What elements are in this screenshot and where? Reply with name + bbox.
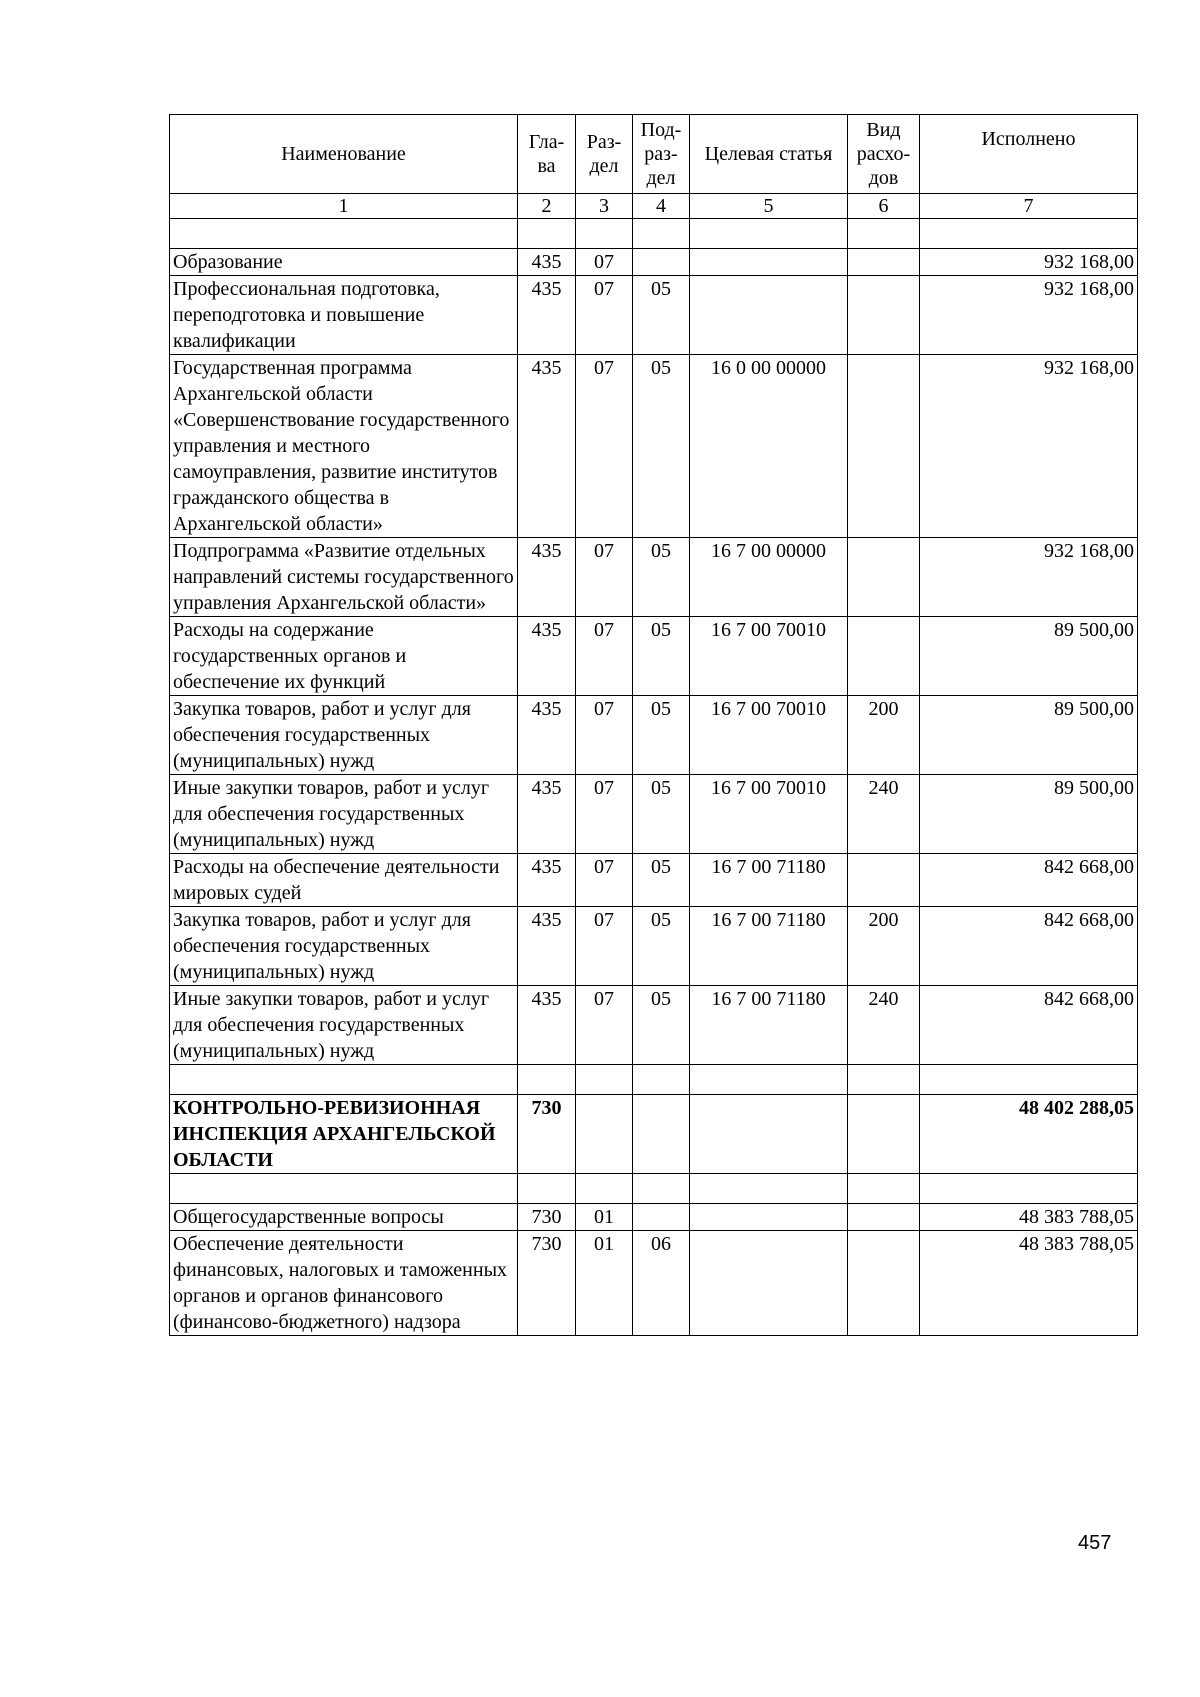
table-row — [170, 907, 1138, 986]
cell-target — [690, 1095, 848, 1174]
cell-target: 16 7 00 71180 — [690, 907, 848, 986]
cell-amount: 932 168,00 — [920, 276, 1138, 355]
cell-vid — [848, 276, 920, 355]
cell-name — [170, 1065, 518, 1095]
cell-razdel: 07 — [576, 355, 633, 538]
cell-amount: 932 168,00 — [920, 355, 1138, 538]
column-number: 1 — [170, 194, 518, 219]
page-number: 457 — [1078, 1532, 1112, 1554]
cell-vid: 200 — [848, 907, 920, 986]
cell-amount: 48 383 788,05 — [920, 1231, 1138, 1336]
cell-name — [170, 1174, 518, 1204]
cell-target — [690, 1204, 848, 1231]
cell-razdel: 07 — [576, 907, 633, 986]
table-body — [170, 219, 1138, 1336]
cell-glava: 435 — [518, 617, 576, 696]
cell-name: Обеспечение деятельности финансовых, налоговых и таможенных органов и органов финансового (финансово-бюджетного) надзора — [170, 1231, 518, 1336]
cell-podrazdel — [633, 249, 690, 276]
cell-name: Профессиональная подготовка, переподготовка и повышение квалификации — [170, 276, 518, 355]
header-podrazdel-line: Под- — [640, 119, 682, 141]
cell-glava: 730 — [518, 1095, 576, 1174]
spacer-row — [170, 219, 1138, 249]
cell-name: Иные закупки товаров, работ и услуг для обеспечения государственных (муниципальных) нужд — [170, 986, 518, 1065]
column-number: 5 — [690, 194, 848, 219]
table-row — [170, 696, 1138, 775]
cell-glava: 435 — [518, 775, 576, 854]
column-number: 7 — [920, 194, 1138, 219]
header-vid-line: дов — [868, 167, 899, 189]
cell-glava: 730 — [518, 1231, 576, 1336]
cell-vid — [848, 617, 920, 696]
cell-target: 16 7 00 00000 — [690, 538, 848, 617]
cell-name — [170, 219, 518, 249]
cell-glava — [518, 1174, 576, 1204]
cell-target: 16 7 00 70010 — [690, 617, 848, 696]
column-number-row — [170, 194, 1138, 219]
cell-name: Иные закупки товаров, работ и услуг для обеспечения государственных (муниципальных) нужд — [170, 775, 518, 854]
cell-razdel: 07 — [576, 538, 633, 617]
cell-razdel: 07 — [576, 854, 633, 907]
cell-amount: 932 168,00 — [920, 538, 1138, 617]
header-razdel-line: Раз- — [586, 131, 622, 153]
cell-podrazdel: 05 — [633, 907, 690, 986]
cell-podrazdel — [633, 1065, 690, 1095]
cell-glava: 435 — [518, 696, 576, 775]
header-glava-line: Гла- — [528, 131, 565, 153]
cell-amount: 842 668,00 — [920, 854, 1138, 907]
cell-name: Образование — [170, 249, 518, 276]
cell-glava: 730 — [518, 1204, 576, 1231]
budget-table-sheet — [169, 114, 1137, 1336]
cell-vid — [848, 1231, 920, 1336]
cell-razdel: 01 — [576, 1231, 633, 1336]
cell-vid: 240 — [848, 986, 920, 1065]
cell-podrazdel: 05 — [633, 355, 690, 538]
cell-name: КОНТРОЛЬНО-РЕВИЗИОННАЯ ИНСПЕКЦИЯ АРХАНГЕЛЬСКОЙ ОБЛАСТИ — [170, 1095, 518, 1174]
cell-podrazdel: 06 — [633, 1231, 690, 1336]
column-number: 6 — [848, 194, 920, 219]
table-row — [170, 854, 1138, 907]
header-vid-line: Вид — [866, 119, 901, 141]
cell-razdel: 07 — [576, 986, 633, 1065]
table-row — [170, 538, 1138, 617]
cell-razdel — [576, 1065, 633, 1095]
cell-glava: 435 — [518, 276, 576, 355]
table-row — [170, 249, 1138, 276]
cell-razdel — [576, 1174, 633, 1204]
column-number: 4 — [633, 194, 690, 219]
cell-podrazdel: 05 — [633, 696, 690, 775]
cell-razdel: 07 — [576, 696, 633, 775]
header-podrazdel — [633, 115, 690, 194]
cell-name: Государственная программа Архангельской области «Совершенствование государственного управления и местного самоуправления, развитие институтов гражданского общества в Архангельской области» — [170, 355, 518, 538]
cell-razdel: 07 — [576, 249, 633, 276]
table-row — [170, 1204, 1138, 1231]
header-podrazdel-line: раз- — [644, 143, 678, 165]
cell-glava: 435 — [518, 538, 576, 617]
cell-name: Расходы на обеспечение деятельности мировых судей — [170, 854, 518, 907]
cell-target: 16 7 00 70010 — [690, 696, 848, 775]
table-row — [170, 355, 1138, 538]
cell-amount — [920, 1174, 1138, 1204]
cell-amount — [920, 219, 1138, 249]
cell-glava: 435 — [518, 854, 576, 907]
header-podrazdel-line: дел — [646, 167, 676, 189]
spacer-row — [170, 1065, 1138, 1095]
cell-podrazdel — [633, 1095, 690, 1174]
cell-podrazdel — [633, 219, 690, 249]
header-razdel — [576, 115, 633, 194]
cell-name: Закупка товаров, работ и услуг для обеспечения государственных (муниципальных) нужд — [170, 696, 518, 775]
header-vid-line: расхо- — [856, 143, 911, 165]
cell-vid — [848, 538, 920, 617]
cell-podrazdel — [633, 1174, 690, 1204]
cell-amount: 89 500,00 — [920, 775, 1138, 854]
cell-vid — [848, 1065, 920, 1095]
cell-name: Общегосударственные вопросы — [170, 1204, 518, 1231]
column-number: 2 — [518, 194, 576, 219]
cell-glava: 435 — [518, 907, 576, 986]
cell-amount: 842 668,00 — [920, 907, 1138, 986]
cell-target: 16 7 00 70010 — [690, 775, 848, 854]
cell-amount — [920, 1065, 1138, 1095]
cell-vid — [848, 1095, 920, 1174]
cell-target: 16 7 00 71180 — [690, 986, 848, 1065]
table-row — [170, 1231, 1138, 1336]
table-row — [170, 986, 1138, 1065]
cell-podrazdel: 05 — [633, 538, 690, 617]
cell-name: Закупка товаров, работ и услуг для обеспечения государственных (муниципальных) нужд — [170, 907, 518, 986]
cell-vid: 240 — [848, 775, 920, 854]
cell-podrazdel: 05 — [633, 276, 690, 355]
cell-vid — [848, 219, 920, 249]
cell-glava: 435 — [518, 249, 576, 276]
cell-target — [690, 249, 848, 276]
cell-vid — [848, 355, 920, 538]
cell-vid: 200 — [848, 696, 920, 775]
cell-amount: 932 168,00 — [920, 249, 1138, 276]
cell-amount: 89 500,00 — [920, 617, 1138, 696]
cell-vid — [848, 1174, 920, 1204]
cell-amount: 842 668,00 — [920, 986, 1138, 1065]
header-razdel-line: дел — [589, 155, 619, 177]
spacer-row — [170, 1174, 1138, 1204]
cell-razdel: 07 — [576, 276, 633, 355]
header-glava-line: ва — [537, 155, 556, 177]
cell-razdel — [576, 1095, 633, 1174]
cell-razdel: 01 — [576, 1204, 633, 1231]
cell-podrazdel: 05 — [633, 617, 690, 696]
cell-vid — [848, 249, 920, 276]
column-number: 3 — [576, 194, 633, 219]
cell-name: Подпрограмма «Развитие отдельных направлений системы государственного управления Архангельской области» — [170, 538, 518, 617]
cell-glava — [518, 1065, 576, 1095]
cell-vid — [848, 1204, 920, 1231]
header-row — [170, 115, 1138, 194]
cell-amount: 89 500,00 — [920, 696, 1138, 775]
cell-target: 16 7 00 71180 — [690, 854, 848, 907]
table-row — [170, 276, 1138, 355]
cell-target — [690, 219, 848, 249]
cell-razdel — [576, 219, 633, 249]
cell-podrazdel: 05 — [633, 775, 690, 854]
cell-target — [690, 276, 848, 355]
header-name: Наименование — [170, 115, 518, 194]
header-target: Целевая статья — [690, 115, 848, 194]
cell-name: Расходы на содержание государственных органов и обеспечение их функций — [170, 617, 518, 696]
cell-glava: 435 — [518, 355, 576, 538]
cell-amount: 48 383 788,05 — [920, 1204, 1138, 1231]
cell-razdel: 07 — [576, 775, 633, 854]
cell-podrazdel: 05 — [633, 986, 690, 1065]
cell-podrazdel — [633, 1204, 690, 1231]
cell-amount: 48 402 288,05 — [920, 1095, 1138, 1174]
header-amount: Исполнено — [920, 115, 1138, 194]
cell-glava: 435 — [518, 986, 576, 1065]
cell-target — [690, 1065, 848, 1095]
cell-target: 16 0 00 00000 — [690, 355, 848, 538]
cell-target — [690, 1231, 848, 1336]
cell-razdel: 07 — [576, 617, 633, 696]
budget-execution-table — [169, 114, 1138, 1336]
header-vid — [848, 115, 920, 194]
table-row — [170, 617, 1138, 696]
cell-vid — [848, 854, 920, 907]
table-row — [170, 1095, 1138, 1174]
table-row — [170, 775, 1138, 854]
cell-target — [690, 1174, 848, 1204]
cell-glava — [518, 219, 576, 249]
header-glava — [518, 115, 576, 194]
cell-podrazdel: 05 — [633, 854, 690, 907]
